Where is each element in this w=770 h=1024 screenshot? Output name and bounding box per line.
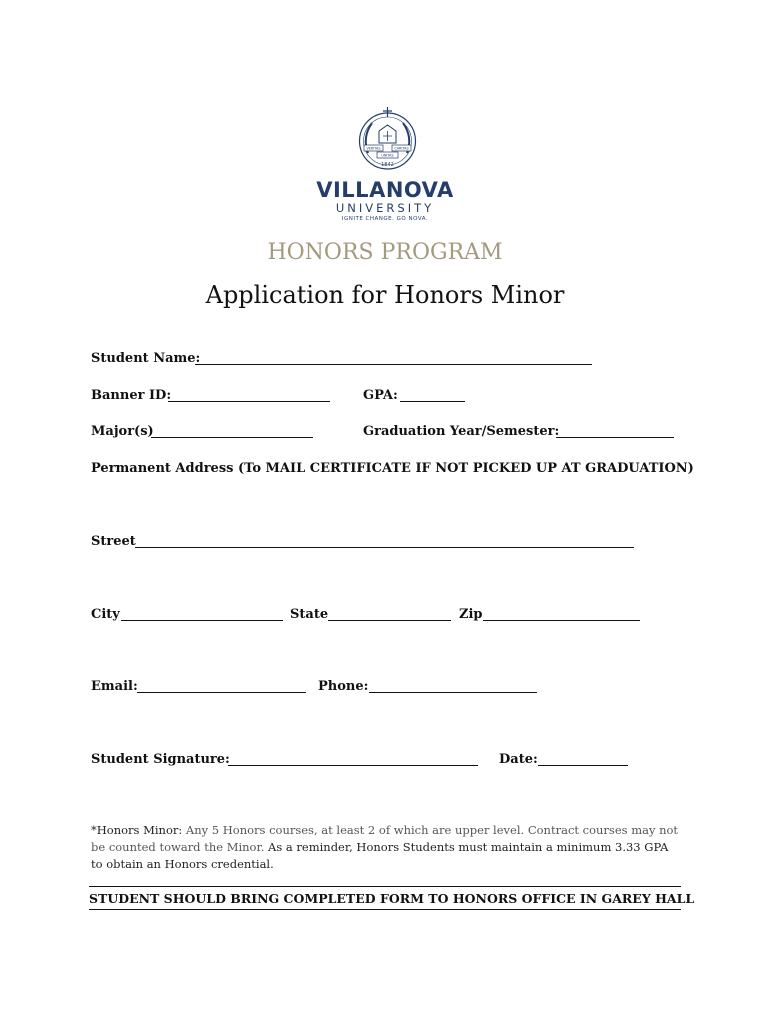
gpa-label: GPA: [363, 388, 398, 403]
program-name: HONORS PROGRAM [267, 240, 503, 265]
majors-label: Major(s) [91, 424, 154, 439]
note-details: Any 5 Honors courses, at least 2 of which are upper level. Contract courses may not be counted toward the Minor. [91, 823, 679, 854]
graduation-label: Graduation Year/Semester: [363, 424, 560, 439]
seal-ribbon-left: VERITAS [366, 146, 381, 151]
banner-id-label: Banner ID: [91, 388, 172, 403]
footer-instruction: STUDENT SHOULD BRING COMPLETED FORM TO HONORS OFFICE IN GAREY HALL [89, 891, 695, 906]
zip-label: Zip [459, 607, 483, 622]
university-tagline: IGNITE CHANGE. GO NOVA. [341, 216, 429, 222]
university-seal-logo [350, 103, 425, 175]
date-label: Date: [499, 752, 538, 767]
university-name: VILLANOVA [316, 178, 454, 202]
student-name-label: Student Name: [91, 351, 201, 366]
university-subtitle: UNIVERSITY [335, 201, 435, 215]
date-input-line[interactable] [538, 765, 628, 766]
state-input-line[interactable] [328, 620, 451, 621]
note-label: *Honors Minor: [91, 823, 183, 837]
phone-input-line[interactable] [369, 692, 537, 693]
signature-input-line[interactable] [228, 765, 478, 766]
city-label: City [91, 607, 120, 622]
seal-motto: UNITAS [381, 153, 394, 158]
street-label: Street [91, 534, 136, 549]
signature-label: Student Signature: [91, 752, 230, 767]
honors-minor-note [91, 822, 681, 873]
state-label: State [290, 607, 329, 622]
email-input-line[interactable] [137, 692, 306, 693]
note-reminder: As a reminder, Honors Students must maintain a minimum 3.33 GPA to obtain an Honors credential. [91, 840, 669, 871]
zip-input-line[interactable] [483, 620, 640, 621]
form-title: Application for Honors Minor [205, 281, 565, 309]
graduation-input-line[interactable] [556, 437, 674, 438]
gpa-input-line[interactable] [400, 401, 465, 402]
student-name-input-line[interactable] [195, 364, 592, 365]
email-label: Email: [91, 679, 138, 694]
street-input-line[interactable] [135, 547, 634, 548]
city-input-line[interactable] [121, 620, 283, 621]
banner-id-input-line[interactable] [168, 401, 330, 402]
seal-year: 1842 [381, 162, 394, 168]
phone-label: Phone: [318, 679, 369, 694]
majors-input-line[interactable] [151, 437, 313, 438]
permanent-address-heading: Permanent Address (To MAIL CERTIFICATE IF NOT PICKED UP AT GRADUATION) [91, 461, 694, 476]
seal-ribbon-right: CARITAS [394, 146, 409, 151]
